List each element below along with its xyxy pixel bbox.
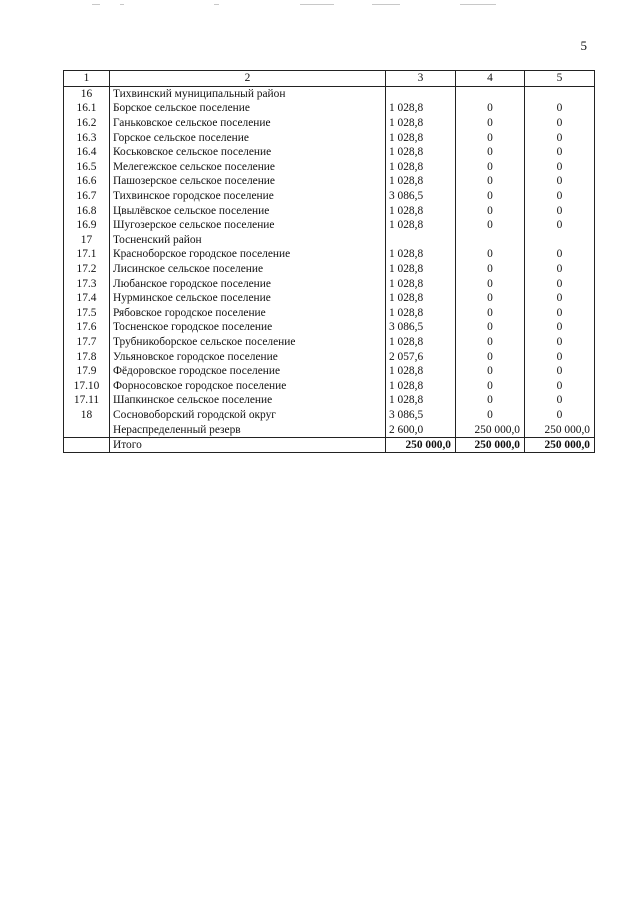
table-row — [64, 233, 595, 248]
row-value-col4: 0 — [456, 189, 525, 204]
row-number-cell: 16 — [64, 86, 110, 101]
row-value-col3: 1 028,8 — [386, 116, 456, 131]
table-row — [64, 393, 595, 408]
row-name-cell: Тихвинское городское поселение — [110, 189, 386, 204]
row-value-col3: 1 028,8 — [386, 364, 456, 379]
row-value-col3: 1 028,8 — [386, 160, 456, 175]
table-row — [64, 422, 595, 437]
row-number-cell: 17.6 — [64, 320, 110, 335]
table-row — [64, 174, 595, 189]
column-header-1: 1 — [64, 71, 110, 87]
row-number-cell: 17.9 — [64, 364, 110, 379]
table-row — [64, 130, 595, 145]
row-name-cell: Красноборское городское поселение — [110, 247, 386, 262]
row-value-col3: 1 028,8 — [386, 393, 456, 408]
table-row — [64, 306, 595, 321]
row-number-cell — [64, 437, 110, 453]
allocation-table — [63, 70, 595, 453]
row-name-cell: Лисинское сельское поселение — [110, 262, 386, 277]
row-value-col5: 0 — [525, 145, 595, 160]
row-value-col3: 1 028,8 — [386, 218, 456, 233]
row-number-cell: 16.5 — [64, 160, 110, 175]
row-value-col3: 2 600,0 — [386, 422, 456, 437]
row-name-cell: Горское сельское поселение — [110, 130, 386, 145]
row-value-col5: 0 — [525, 408, 595, 423]
row-number-cell: 17.8 — [64, 349, 110, 364]
table-row — [64, 262, 595, 277]
table-row — [64, 101, 595, 116]
row-value-col3: 1 028,8 — [386, 335, 456, 350]
row-name-cell: Фёдоровское городское поселение — [110, 364, 386, 379]
row-value-col5 — [525, 233, 595, 248]
row-number-cell: 17.1 — [64, 247, 110, 262]
row-value-col5: 0 — [525, 218, 595, 233]
row-number-cell: 16.6 — [64, 174, 110, 189]
row-number-cell: 17.2 — [64, 262, 110, 277]
row-value-col5: 0 — [525, 364, 595, 379]
row-name-cell: Трубникоборское сельское поселение — [110, 335, 386, 350]
row-value-col4: 0 — [456, 378, 525, 393]
row-value-col4: 250 000,0 — [456, 422, 525, 437]
table-row — [64, 276, 595, 291]
row-value-col4: 0 — [456, 130, 525, 145]
row-number-cell: 16.4 — [64, 145, 110, 160]
row-value-col5: 250 000,0 — [525, 437, 595, 453]
row-name-cell: Коськовское сельское поселение — [110, 145, 386, 160]
table-row — [64, 335, 595, 350]
table-row — [64, 218, 595, 233]
row-value-col4 — [456, 86, 525, 101]
row-value-col5: 0 — [525, 378, 595, 393]
table-row — [64, 189, 595, 204]
row-value-col4: 0 — [456, 101, 525, 116]
row-value-col3: 1 028,8 — [386, 247, 456, 262]
row-name-cell: Тихвинский муниципальный район — [110, 86, 386, 101]
row-value-col4: 0 — [456, 247, 525, 262]
table-row — [64, 408, 595, 423]
row-value-col3: 1 028,8 — [386, 101, 456, 116]
row-value-col5: 0 — [525, 320, 595, 335]
scan-artifact-marks — [0, 0, 640, 12]
row-value-col4: 0 — [456, 364, 525, 379]
row-value-col3: 1 028,8 — [386, 130, 456, 145]
row-number-cell: 17.5 — [64, 306, 110, 321]
column-header-3: 3 — [386, 71, 456, 87]
row-name-cell: Тосненский район — [110, 233, 386, 248]
row-value-col5: 0 — [525, 393, 595, 408]
row-number-cell: 16.3 — [64, 130, 110, 145]
row-value-col3 — [386, 233, 456, 248]
row-number-cell: 16.7 — [64, 189, 110, 204]
row-value-col5: 0 — [525, 189, 595, 204]
row-value-col5: 0 — [525, 349, 595, 364]
row-name-cell: Шапкинское сельское поселение — [110, 393, 386, 408]
row-value-col5: 0 — [525, 291, 595, 306]
row-number-cell: 16.9 — [64, 218, 110, 233]
column-number-row — [64, 71, 595, 87]
row-value-col4: 0 — [456, 335, 525, 350]
row-number-cell: 17.7 — [64, 335, 110, 350]
row-number-cell: 16.8 — [64, 203, 110, 218]
row-name-cell: Борское сельское поселение — [110, 101, 386, 116]
row-number-cell — [64, 422, 110, 437]
row-name-cell: Цвылёвское сельское поселение — [110, 203, 386, 218]
table-row — [64, 364, 595, 379]
row-value-col4: 0 — [456, 291, 525, 306]
row-number-cell: 17.3 — [64, 276, 110, 291]
row-value-col4: 0 — [456, 116, 525, 131]
row-value-col4: 0 — [456, 306, 525, 321]
row-value-col4: 0 — [456, 408, 525, 423]
row-value-col4: 0 — [456, 276, 525, 291]
row-value-col4: 0 — [456, 349, 525, 364]
row-value-col3: 1 028,8 — [386, 203, 456, 218]
row-value-col5: 250 000,0 — [525, 422, 595, 437]
row-value-col3: 250 000,0 — [386, 437, 456, 453]
row-value-col4: 0 — [456, 160, 525, 175]
row-value-col4: 0 — [456, 393, 525, 408]
row-value-col4: 0 — [456, 174, 525, 189]
table-row — [64, 203, 595, 218]
table-row — [64, 320, 595, 335]
row-value-col5: 0 — [525, 130, 595, 145]
row-value-col3: 1 028,8 — [386, 262, 456, 277]
row-value-col5: 0 — [525, 160, 595, 175]
row-value-col3: 3 086,5 — [386, 189, 456, 204]
row-number-cell: 16.2 — [64, 116, 110, 131]
row-value-col4: 0 — [456, 145, 525, 160]
total-row — [64, 437, 595, 453]
row-value-col5: 0 — [525, 247, 595, 262]
row-value-col3: 3 086,5 — [386, 408, 456, 423]
row-number-cell: 17.4 — [64, 291, 110, 306]
row-value-col4: 0 — [456, 320, 525, 335]
table-row — [64, 378, 595, 393]
row-name-cell: Сосновоборский городской округ — [110, 408, 386, 423]
row-name-cell: Ганьковское сельское поселение — [110, 116, 386, 131]
row-value-col5: 0 — [525, 174, 595, 189]
row-value-col3: 1 028,8 — [386, 276, 456, 291]
row-value-col5: 0 — [525, 276, 595, 291]
row-value-col4 — [456, 233, 525, 248]
table-row — [64, 86, 595, 101]
table-body — [64, 86, 595, 453]
table-row — [64, 247, 595, 262]
row-value-col3 — [386, 86, 456, 101]
row-name-cell: Шугозерское сельское поселение — [110, 218, 386, 233]
page-number: 5 — [580, 38, 587, 53]
row-name-cell: Любанское городское поселение — [110, 276, 386, 291]
column-header-5: 5 — [525, 71, 595, 87]
row-name-cell: Нераспределенный резерв — [110, 422, 386, 437]
row-name-cell: Итого — [110, 437, 386, 453]
row-value-col3: 1 028,8 — [386, 145, 456, 160]
row-name-cell: Рябовское городское поселение — [110, 306, 386, 321]
row-value-col3: 2 057,6 — [386, 349, 456, 364]
row-value-col5: 0 — [525, 262, 595, 277]
row-value-col4: 0 — [456, 262, 525, 277]
row-number-cell: 17.10 — [64, 378, 110, 393]
row-number-cell: 18 — [64, 408, 110, 423]
row-value-col5: 0 — [525, 101, 595, 116]
row-value-col4: 0 — [456, 218, 525, 233]
row-value-col5: 0 — [525, 306, 595, 321]
row-value-col3: 1 028,8 — [386, 306, 456, 321]
column-header-2: 2 — [110, 71, 386, 87]
row-name-cell: Ульяновское городское поселение — [110, 349, 386, 364]
table-row — [64, 160, 595, 175]
row-name-cell: Тосненское городское поселение — [110, 320, 386, 335]
row-number-cell: 17.11 — [64, 393, 110, 408]
row-value-col5: 0 — [525, 335, 595, 350]
column-header-4: 4 — [456, 71, 525, 87]
table-row — [64, 145, 595, 160]
table-row — [64, 291, 595, 306]
row-name-cell: Нурминское сельское поселение — [110, 291, 386, 306]
row-number-cell: 17 — [64, 233, 110, 248]
row-value-col5: 0 — [525, 116, 595, 131]
row-value-col4: 0 — [456, 203, 525, 218]
row-value-col5 — [525, 86, 595, 101]
row-name-cell: Пашозерское сельское поселение — [110, 174, 386, 189]
table-row — [64, 116, 595, 131]
row-name-cell: Мелегежское сельское поселение — [110, 160, 386, 175]
table-row — [64, 349, 595, 364]
row-value-col3: 1 028,8 — [386, 291, 456, 306]
row-value-col4: 250 000,0 — [456, 437, 525, 453]
row-number-cell: 16.1 — [64, 101, 110, 116]
row-value-col3: 3 086,5 — [386, 320, 456, 335]
row-value-col5: 0 — [525, 203, 595, 218]
row-name-cell: Форносовское городское поселение — [110, 378, 386, 393]
row-value-col3: 1 028,8 — [386, 174, 456, 189]
row-value-col3: 1 028,8 — [386, 378, 456, 393]
